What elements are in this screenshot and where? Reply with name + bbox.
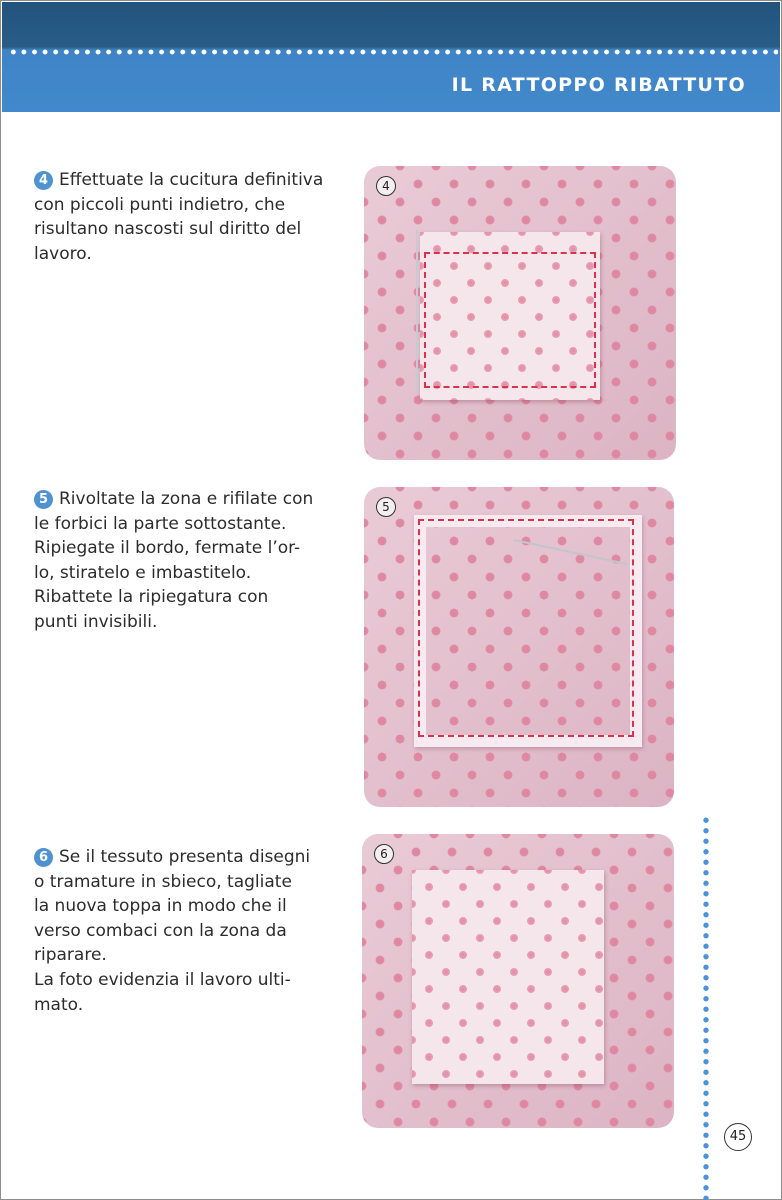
photo-number-badge: 6 bbox=[374, 844, 394, 864]
header-dotted-line bbox=[8, 49, 778, 55]
step-line: La foto evidenzia il lavoro ulti- bbox=[34, 969, 291, 990]
step-line: mato. bbox=[34, 994, 84, 1015]
header-bar bbox=[2, 2, 780, 112]
fabric-patch bbox=[420, 232, 600, 400]
step-line: lavoro. bbox=[34, 243, 92, 264]
page-number: 45 bbox=[724, 1123, 752, 1151]
step-line: 4 Effettuate la cucitura definitiva bbox=[34, 168, 344, 193]
step-line: Ripiegate il bordo, fermate l’or- bbox=[34, 538, 301, 559]
step-line: o tramature in sbieco, tagliate bbox=[34, 871, 292, 892]
step-line: 5 Rivoltate la zona e rifilate con bbox=[34, 487, 344, 512]
photo-step-5 bbox=[364, 487, 674, 807]
step-line: lo, stiratelo e imbastitelo. bbox=[34, 562, 252, 583]
step-number-badge: 4 bbox=[34, 171, 53, 190]
step-6-text bbox=[34, 845, 344, 1017]
photo-number-badge: 5 bbox=[376, 497, 396, 517]
step-line: punti invisibili. bbox=[34, 611, 158, 632]
step-number-badge: 6 bbox=[34, 848, 53, 867]
photo-number-badge: 4 bbox=[376, 176, 396, 196]
step-line: riparare. bbox=[34, 945, 107, 966]
step-line: risultano nascosti sul diritto del bbox=[34, 219, 302, 240]
page-title: IL RATTOPPO RIBATTUTO bbox=[451, 74, 746, 96]
step-line: la nuova toppa in modo che il bbox=[34, 896, 287, 917]
step-4-text bbox=[34, 168, 344, 266]
step-number-badge: 5 bbox=[34, 490, 53, 509]
stitch-line bbox=[418, 519, 634, 737]
step-line: verso combaci con la zona da bbox=[34, 920, 287, 941]
photo-step-6 bbox=[362, 834, 674, 1128]
step-line: 6 Se il tessuto presenta disegni bbox=[34, 845, 344, 870]
stitch-line bbox=[424, 252, 596, 388]
step-5-text bbox=[34, 487, 344, 635]
photo-step-4 bbox=[364, 166, 676, 460]
side-dotted-line bbox=[702, 815, 710, 1200]
step-line: con piccoli punti indietro, che bbox=[34, 194, 286, 215]
needle bbox=[416, 230, 418, 392]
step-line: Ribattete la ripiegatura con bbox=[34, 587, 269, 608]
fabric-patch bbox=[412, 870, 604, 1084]
step-line: le forbici la parte sottostante. bbox=[34, 513, 287, 534]
